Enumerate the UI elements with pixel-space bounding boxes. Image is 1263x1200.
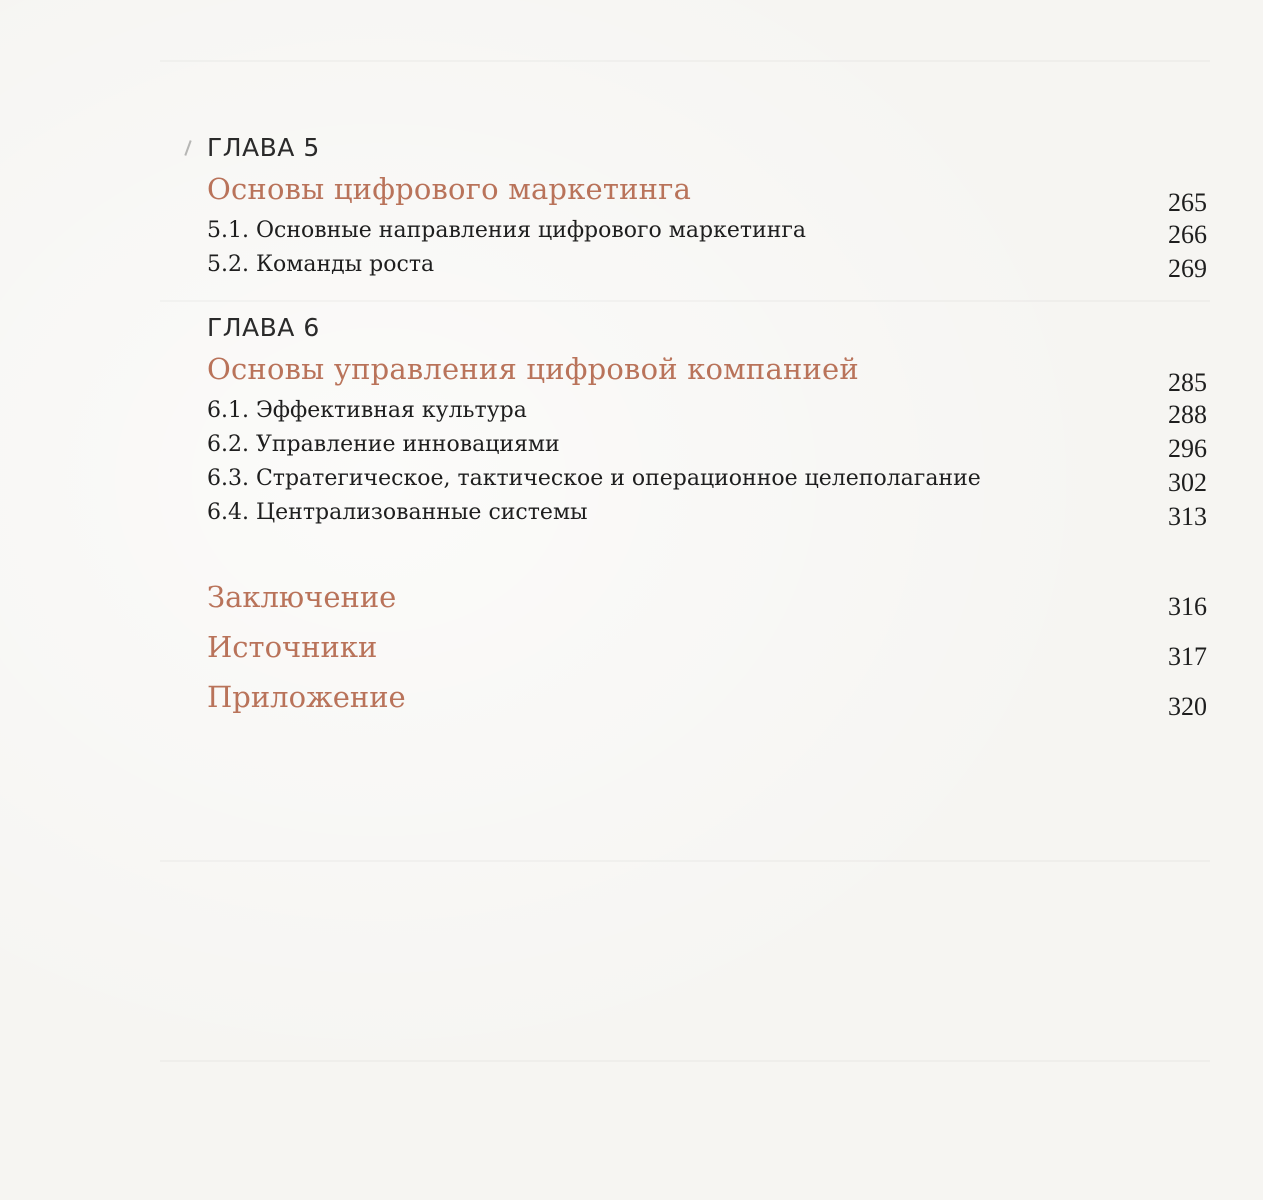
toc-entry[interactable] (207, 432, 1207, 466)
end-matter-title: Заключение (207, 580, 397, 614)
page-number: 266 (1168, 220, 1207, 249)
page-number: 288 (1168, 400, 1207, 429)
page-number: 269 (1168, 254, 1207, 283)
toc-entry[interactable] (207, 218, 1207, 252)
page-mark (184, 140, 191, 156)
page-number: 320 (1168, 692, 1207, 721)
end-matter-title: Источники (207, 630, 378, 664)
chapter-label: ГЛАВА 5 (207, 133, 320, 162)
chapter-title-row[interactable] (207, 172, 1207, 218)
page-number: 316 (1168, 592, 1207, 621)
section-title: 6.2. Управление инновациями (207, 432, 560, 457)
toc-entry[interactable] (207, 500, 1207, 534)
chapter-6 (207, 308, 1207, 534)
chapter-5 (207, 128, 1207, 286)
toc-entry[interactable] (207, 466, 1207, 500)
chapter-label: ГЛАВА 6 (207, 313, 320, 342)
bleed-through-line (160, 860, 1210, 862)
bleed-through-line (160, 1060, 1210, 1062)
chapter-title: Основы управления цифровой компанией (207, 352, 859, 386)
section-title: 5.2. Команды роста (207, 252, 435, 277)
toc-entry-sources[interactable] (207, 630, 1207, 680)
toc-entry-conclusion[interactable] (207, 580, 1207, 630)
page-number: 302 (1168, 468, 1207, 497)
chapter-title-row[interactable] (207, 352, 1207, 398)
section-title: 6.4. Централизованные системы (207, 500, 588, 525)
page-number: 313 (1168, 502, 1207, 531)
section-title: 6.3. Стратегическое, тактическое и операционное целеполагание (207, 466, 981, 491)
section-title: 6.1. Эффективная культура (207, 398, 527, 423)
page-number: 317 (1168, 642, 1207, 671)
chapter-title: Основы цифрового маркетинга (207, 172, 692, 206)
bleed-through-line (160, 60, 1210, 62)
toc-entry-appendix[interactable] (207, 680, 1207, 730)
section-title: 5.1. Основные направления цифрового маркетинга (207, 218, 807, 243)
toc-entry[interactable] (207, 398, 1207, 432)
page-number: 296 (1168, 434, 1207, 463)
page-number: 285 (1168, 368, 1207, 397)
page-number: 265 (1168, 188, 1207, 217)
toc-entry[interactable] (207, 252, 1207, 286)
table-of-contents (207, 128, 1207, 730)
end-matter-title: Приложение (207, 680, 406, 714)
end-matter (207, 580, 1207, 730)
